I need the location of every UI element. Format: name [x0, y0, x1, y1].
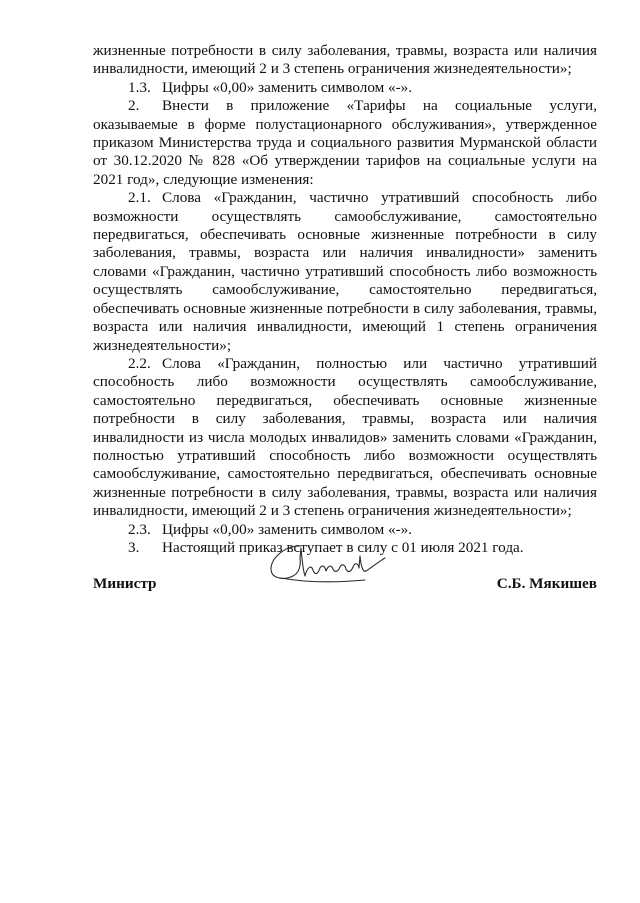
paragraph-continuation: жизненные потребности в силу заболевания, травмы, возраста или наличия инвалидности, имеющий 2 и 3 степень ограничения жизнедеятельности»; — [93, 42, 597, 78]
item-2-1 — [93, 189, 597, 355]
position-title: Министр — [93, 575, 157, 592]
item-number: 1.3. — [128, 78, 151, 96]
item-number: 2. — [128, 97, 140, 115]
item-text: Слова «Гражданин, полностью или частично утративший способность либо возможности осуществлять самообслуживание, самостоятельно передвигаться, обеспечивать основные жизненные потребности в силу заболевания, травмы, возраста или наличия инвалидности из числа молодых инвалидов» заменить словами «Гражданин, полностью утративший способность либо возможности осуществлять самообслуживание, самостоятельно передвигаться, обеспечивать основные жизненные потребности в силу заболевания, травмы, возраста или наличия инвалидности, имеющий 2 и 3 степень ограничения жизнедеятельности»; — [93, 354, 597, 520]
item-1-3 — [93, 79, 597, 97]
item-text: Внести в приложение «Тарифы на социальные услуги, оказываемые в форме полустационарного обслуживания», утвержденное приказом Министерства труда и социального развития Мурманской области от 30.12.2020 № 828 «Об утверждении тарифов на социальные услуги на 2021 год», следующие изменения: — [93, 97, 597, 188]
item-2 — [93, 97, 597, 189]
document-body — [93, 42, 597, 557]
item-number: 2.3. — [128, 520, 151, 538]
signature-block — [93, 575, 597, 599]
item-number: 2.2. — [128, 354, 151, 372]
item-text: Цифры «0,00» заменить символом «-». — [162, 520, 413, 538]
item-number: 3. — [128, 538, 140, 556]
signatory-name: С.Б. Мякишев — [496, 575, 597, 592]
item-text: Слова «Гражданин, частично утративший способность либо возможности осуществлять самообслуживание, самостоятельно передвигаться, обеспечивать основные жизненные потребности в силу заболевания, травмы, возраста или наличия инвалидности» заменить словами «Гражданин, частично утративший способность либо возможность осуществлять самообслуживание, самостоятельно передвигаться, обеспечивать основные жизненные потребности в силу заболевания, травмы, возраста или наличия инвалидности, имеющий 1 степень ограничения жизнедеятельности»; — [93, 189, 597, 354]
item-2-2 — [93, 355, 597, 521]
item-text: Настоящий приказ вступает в силу с 01 июля 2021 года. — [162, 538, 524, 556]
item-text: Цифры «0,00» заменить символом «-». — [162, 78, 413, 96]
item-number: 2.1. — [128, 189, 151, 207]
